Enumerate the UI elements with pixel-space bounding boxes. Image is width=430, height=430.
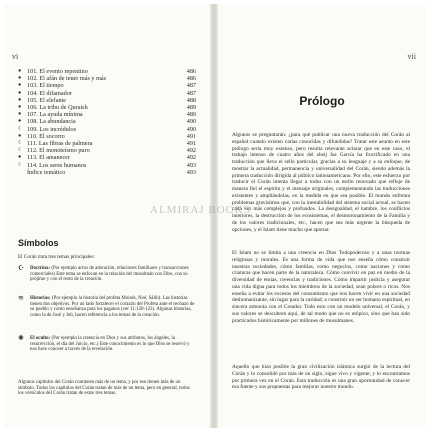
watermark: ALMIRAJ BOOKS [150,204,251,216]
mosque-icon: ☪ [18,264,25,272]
toc-entry: ● 110. El socorro 491 [18,132,196,140]
toc-entry: ● 108. La abundancia 490 [18,118,196,126]
scroll-icon: ≋ [18,294,24,302]
toc-entry: ☾ 112. El monoteísmo puro 492 [18,147,196,155]
crescent-icon: ☾ [18,147,23,154]
crescent-icon: ☾ [18,161,23,168]
chapter-dot-icon: ● [18,75,22,82]
book-spine [210,4,218,428]
toc-entry: ● 113. El amanecer 492 [18,154,196,162]
chapter-dot-icon: ● [18,82,22,89]
symbols-heading: Símbolos [18,238,59,248]
prologue-paragraph: Aquello que hizo posible la gran civilización islámica surgió de la lectura del Corán y lo consolidó por más de un siglo, sigue vivo y vigente, y lo encontramos por primera vez en el Corán. Esta traducción es una gran oportunidad de conocer esa fuente y sus propuestas para mejorar nuestro mundo. [232,364,410,391]
toc-entry-index: Índice temático 493 [27,168,196,176]
toc-entry: ● 101. El evento repentino 486 [18,68,196,75]
page-title: Prólogo [299,94,345,108]
symbol-hidden: ✺ El oculto: (Por ejemplo la creencia en Dios y sus atributos, los ángeles, la resurrección, el día del Juicio, etc.) Este conocimiento es lo que Dios se reservó y nos hace conocer a través de la revelación. [18,334,190,353]
star-icon: ✺ [18,334,24,342]
toc-entry: ● 103. El tiempo 487 [18,82,196,90]
symbols-footnote: Algunos capítulos del Corán contienen más de un tema, y por eso tienen más de un símbolo. Todos los capítulos del Corán tratan de más de un tema, pero en general, todos los versículos del Corán tratan de estos tres temas. [18,380,190,397]
toc-entry: ● 102. El afán de tener más y más 486 [18,75,196,83]
left-page-number: vi [12,52,19,61]
toc-entry: ● 106. La tribu de Quraish 489 [18,104,196,112]
chapter-dot-icon: ● [18,111,22,118]
toc-entry: ● 105. El elefante 488 [18,96,196,104]
chapter-dot-icon: ● [18,118,22,125]
chapter-dot-icon: ● [18,132,22,139]
symbols-intro: El Corán trata tres temas principales: [18,254,95,260]
chapter-dot-icon: ● [18,96,22,103]
crescent-icon: ☾ [18,125,23,132]
toc-entry: ☾ 109. Los incrédulos 490 [18,125,196,133]
toc-entry: ● 107. La ayuda mínima 489 [18,111,196,119]
prologue-paragraph: El Islam no se limita a una creencia en Dios Todopoderoso y a unas normas religiosas y morales. Es una forma de vida que nos enseña cómo construir nuestras sociedades, cómo familias, como negocios, como naciones y como criaturas que hacen parte de la naturaleza. Cómo convivir en paz en medio de la diversidad de etnias, creencias y tradiciones. Cómo impartir justicia y asegurar una vida digna para todos los miembros de la sociedad, sean pobres o ricos. Nos enseña a evitar los excesos del consumismo que nos hacen vivir en una sociedad deshumanizante, sin lugar para la caridad; a construir un ser humano espiritual, en sincera armonía con el Creador. Todo esto con un modelo universal, el Corán, y sus valores se descubren aquí, de tal modo que no es utópico, sino que han sido practicados históricamente por millones de musulmanes. [232,250,410,324]
prologue-paragraph: Algunos se preguntarán: ¿para qué publicar una nueva traducción del Corán al español cuando existen varias conocidas y difundidas? Tratar este asunto en este prólogo sería muy extenso, pero resulta relevante aclarar que en este caso, el trabajo intenso de cuatro años del sheij Isa García ha fructificado en una traducción que lleva el sello particular, gracias a su lenguaje y a su enfoque, de mostrar la actualidad, permanencia y universalidad del Corán, siendo además la primera traducción dirigida al público latinoamericano. Por ello, este esfuerzo por traducir el Corán intenta llegar a todos con un estilo renovado que refleje de manera fiel el espíritu y el mensaje originales, complementando las traducciones existentes y ampliándolas, en la medida en que sea posible. El mundo enfrenta problemas gravísimos que, con la inestabilidad del sistema social actual, se hacen cada vez más complejos y profundos. La desigualdad, el hambre, los conflictos interiores, la destrucción de los ecosistemas, el desmoronamiento de la Familia y de los valores tradicionales, etc., hacen que sea más urgente la búsqueda de opciones, y el Islam tiene mucho que aportar. [232,132,410,233]
crescent-icon: ☾ [18,140,23,147]
table-of-contents [18,68,196,176]
chapter-dot-icon: ● [18,89,22,96]
symbol-doctrine: ☪ Doctrina: (Por ejemplo actos de adoración, relaciones familiares y transacciones comerciales) Este tema se enfocan en la relación del musulmán con Dios, con su prójimo y con el resto de la creación. [18,264,189,283]
right-page-number: vii [407,52,416,61]
toc-entry: ● 104. El difamador 487 [18,89,196,97]
toc-entry: ☾ 111. Las fibras de palmera 491 [18,140,196,148]
chapter-dot-icon: ● [18,68,22,74]
toc-entry: ☾ 114. Los seres humanos 493 [18,161,196,169]
chapter-dot-icon: ● [18,104,22,111]
symbol-stories: ≋ Historias: (Por ejemplo la historia del profeta Moisés, Noé, Sálih). Las historias tienen dos objetivos. Por un lado fortalecer el corazón del Profeta ante el rechazo de su pueblo y como enseñanza para los paganos (ver 11:120-123). Algunas historias, como la de José y Job, hacen referencia a los temas de la creación. [18,294,195,319]
chapter-dot-icon: ● [18,154,22,161]
